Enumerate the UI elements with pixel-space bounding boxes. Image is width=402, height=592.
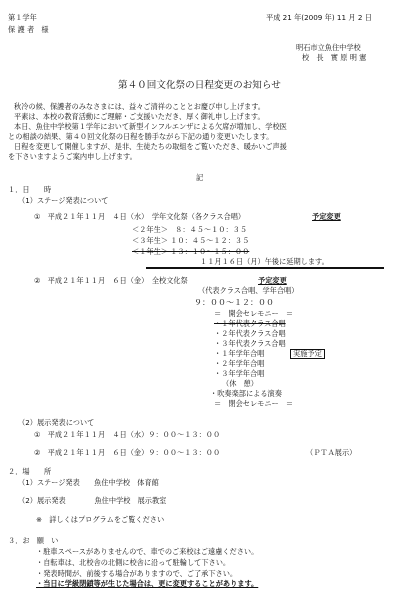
- event2-changed-badge: 予定変更: [258, 276, 287, 285]
- recipient-line1: 第１学年: [8, 13, 37, 22]
- event1-changed-badge: 予定変更: [312, 212, 341, 221]
- program-note: ※ 詳しくはプログラムをご覧ください: [36, 515, 165, 524]
- section1-label: １．日 時: [8, 185, 52, 194]
- intro-line: 平素は、本校の教育活動にご理解・ご支援いただき、厚く御礼申し上げます。: [14, 112, 265, 121]
- document-date: 平成 21 年(2009 年) 11 月 2 日: [266, 13, 372, 22]
- event1-line: ① 平成２１年１１月 ４日（水） 学年文化祭（各クラス合唱）: [34, 212, 246, 221]
- program-item: ・１年代表クラス合唱: [214, 319, 286, 328]
- program-item: ・３年学年合唱: [214, 369, 265, 378]
- place-row: （2）展示発表 魚住中学校 展示教室: [18, 496, 167, 505]
- request-item-important: ・当日に学級閉鎖等が生じた場合は、更に変更することがあります。: [36, 579, 259, 588]
- intro-line: 秋冷の候、保護者のみなさまには、益々ご清祥のこととお慶び申し上げます。: [14, 102, 265, 111]
- exhibit-row: ① 平成２１年１１月 ４日（水）９：００～１３：００: [34, 430, 221, 439]
- school-name: 明石市立魚住中学校: [296, 43, 361, 52]
- exhibit-row: ② 平成２１年１１月 ６日（金）９：００～１３：００: [34, 448, 221, 457]
- program-item: ・吹奏楽部による演奏: [210, 389, 282, 398]
- program-item: ・３年代表クラス合唱: [214, 339, 286, 348]
- event2-time: ９：００～１２：００: [194, 298, 274, 307]
- intro-line: 本日、魚住中学校第１学年において新型インフルエンザによる欠席が増加し、学校医: [14, 122, 287, 131]
- postponed-rule: [146, 267, 384, 269]
- event2-sub: （代表クラス合唱、学年合唱）: [198, 286, 299, 295]
- program-item: ・２年学年合唱: [214, 359, 265, 368]
- program-item: ・１年学年合唱: [214, 349, 265, 358]
- request-item: ・発表時間が、前後する場合がありますので、ご了承下さい。: [36, 569, 238, 578]
- request-item: ・駐車スペースがありませんので、車でのご来校はご遠慮ください。: [36, 547, 259, 556]
- intro-line: 日程を変更して開催しますが、是非、生徒たちの取組をご覧いただき、暖かいご声援: [14, 142, 287, 151]
- section2-label: ２．場 所: [8, 467, 52, 476]
- program-item: ＝ 開会セレモニー ＝: [214, 309, 294, 318]
- program-item: ・２年代表クラス合唱: [214, 329, 286, 338]
- intro-line: を下さいますようご案内申し上げます。: [8, 152, 137, 161]
- event1-row-cancelled: ＜１年生＞ １３：１０～１５：００: [132, 247, 250, 256]
- request-item: ・自転車は、北校舎の北側に校舎に沿って駐輪して下さい。: [36, 558, 231, 567]
- principal-name: 校 長 實 原 明 憲: [302, 53, 367, 62]
- stage-label: （1）ステージ発表について: [18, 196, 109, 205]
- section3-label: ３．お 願 い: [8, 536, 59, 545]
- document-title: 第４０回文化祭の日程変更のお知らせ: [118, 80, 281, 91]
- recipient-line2: 保 護 者 様: [8, 25, 49, 34]
- exhibit-label: （2）展示発表について: [18, 418, 95, 427]
- intro-line: との相談の結果、第４０回文化祭の日程を勝手ながら下記の通り変更いたします。: [8, 132, 274, 141]
- event1-row: ＜３年生＞ １０：４５～１２：３５: [132, 236, 250, 245]
- ki-mark: 記: [196, 173, 204, 182]
- place-row: （1）ステージ発表 魚住中学校 体育館: [18, 478, 159, 487]
- event1-row: ＜２年生＞ ８：４５～１０：３５: [132, 225, 248, 234]
- program-item: ＝ 閉会セレモニー ＝: [214, 399, 294, 408]
- pta-note: （ＰＴＡ展示）: [306, 448, 357, 457]
- implementation-note: 実施予定: [290, 349, 325, 359]
- program-item: （休 憩）: [222, 379, 258, 388]
- event2-line: ② 平成２１年１１月 ６日（金） 全校文化祭: [34, 276, 188, 285]
- postponed-note: １１月１６日（月）午後に延期します。: [200, 257, 329, 266]
